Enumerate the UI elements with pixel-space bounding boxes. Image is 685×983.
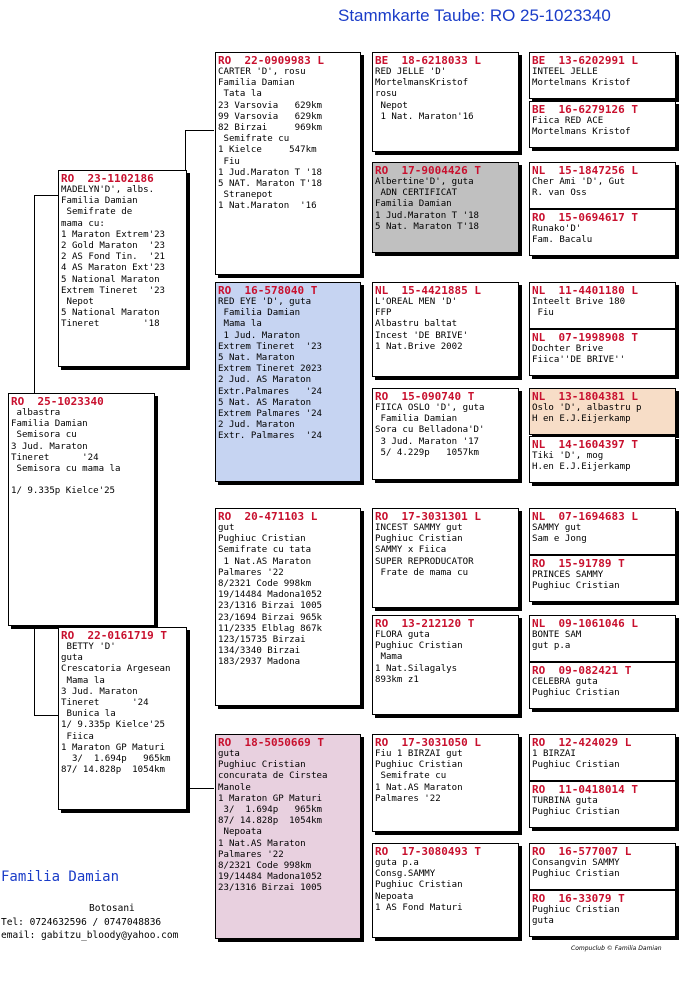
box-line: guta p.a xyxy=(375,858,419,868)
box-line: Incest 'DE BRIVE' xyxy=(375,330,469,341)
box-line: Nepot xyxy=(61,297,94,308)
pedigree-box-fmff xyxy=(529,282,676,329)
box-line: 1 Nat.AS Maraton xyxy=(218,838,306,849)
ring-number: RO 17-3080493 T xyxy=(375,845,481,858)
ring-number: RO 15-0694617 T xyxy=(532,211,638,224)
ring-number: RO 11-0418014 T xyxy=(532,783,638,796)
software-credit: Compuclub © Familia Damian xyxy=(571,945,662,952)
box-line: 99 Varsovia 629km xyxy=(218,111,323,122)
ring-number: NL 07-1998908 T xyxy=(532,331,638,344)
box-line: 1 Jud.Maraton T '18 xyxy=(375,210,480,221)
box-line: Pughiuc Cristian xyxy=(375,534,463,545)
connector-line xyxy=(34,195,58,196)
box-line: Tineret '24 xyxy=(61,698,149,709)
box-line: Albertine'D', guta xyxy=(375,177,474,187)
box-line: RED JELLE 'D' xyxy=(375,67,447,77)
box-line: 8/2321 Code 998km xyxy=(218,861,312,872)
box-line: Tineret '24 xyxy=(11,452,99,463)
box-line: 3 Jud. Maraton xyxy=(11,441,88,452)
box-line xyxy=(11,475,152,486)
ring-number: RO 17-3031301 L xyxy=(375,510,481,523)
box-line: guta xyxy=(218,749,240,759)
box-line: Semifrate de xyxy=(61,207,133,218)
box-line: Familia Damian xyxy=(218,308,301,319)
box-line: 2 Gold Maraton '23 xyxy=(61,241,166,252)
pedigree-box-mmmm xyxy=(529,890,676,937)
box-line: 23/1316 Birzai 1005 xyxy=(218,601,323,612)
box-line: Crescatoria Argesean xyxy=(61,664,171,675)
connector-line xyxy=(185,130,214,131)
ring-number: NL 13-1804381 L xyxy=(532,390,638,403)
box-line: 1 Kielce 547km xyxy=(218,145,317,156)
box-line: 1 Nat.AS Maraton xyxy=(375,782,463,793)
box-line: 3/ 1.694p 965km xyxy=(61,754,171,765)
ring-number: RO 16-33079 T xyxy=(532,892,625,905)
box-line: BETTY 'D' xyxy=(61,642,116,652)
pedigree-box-mmff xyxy=(529,734,676,781)
box-line: Pughiuc Cristian xyxy=(532,581,620,592)
pedigree-box-fmmf xyxy=(529,388,676,435)
box-line: CELEBRA guta xyxy=(532,677,598,687)
connector-line xyxy=(34,195,35,395)
box-line: 5 Nat. Maraton xyxy=(218,353,295,364)
pedigree-box-mother xyxy=(58,627,187,810)
box-line: Fam. Bacalu xyxy=(532,235,593,246)
pedigree-box-proband xyxy=(8,393,155,626)
pedigree-box-fmm xyxy=(372,388,519,480)
box-line: 82 Birzai 969km xyxy=(218,123,323,134)
ring-number: RO 12-424029 L xyxy=(532,736,632,749)
box-line: ADN CERTIFICAT xyxy=(375,188,458,199)
box-line: RED EYE 'D', guta xyxy=(218,297,312,307)
ring-number: NL 14-1604397 T xyxy=(532,438,638,451)
box-line: guta xyxy=(61,653,83,664)
box-line: Fiica''DE BRIVE'' xyxy=(532,355,626,366)
box-line: Mortelmans Kristof xyxy=(532,127,631,138)
ring-number: BE 13-6202991 L xyxy=(532,54,638,67)
box-line: Tata la xyxy=(218,89,262,100)
box-line: 1 AS Fond Maturi xyxy=(375,902,463,913)
box-line: Fiica xyxy=(61,731,94,742)
box-line: 3 Jud. Maraton xyxy=(61,686,138,697)
box-line: 1 BIRZAI xyxy=(532,749,576,759)
box-line: 3 Jud. Maraton '17 xyxy=(375,436,480,447)
box-line: Mama la xyxy=(61,675,105,686)
ring-number: NL 15-1847256 L xyxy=(532,164,638,177)
box-line: 23/1694 Birzai 965k xyxy=(218,612,323,623)
pedigree-box-ffm xyxy=(372,162,519,253)
box-line: BONTE SAM xyxy=(532,630,582,640)
pedigree-box-mfff xyxy=(529,508,676,555)
box-line: 1 Nat.Brive 2002 xyxy=(375,341,463,352)
box-line: 87/ 14.828p 1054km xyxy=(218,816,323,827)
pedigree-box-mmm xyxy=(372,843,519,938)
box-line: Mama xyxy=(375,652,403,663)
box-line: 4 AS Maraton Ext'23 xyxy=(61,263,166,274)
box-line: Semifrate cu xyxy=(375,771,447,782)
box-line: Tiki 'D', mog xyxy=(532,451,604,461)
box-line: Extr. Palmares '24 xyxy=(218,431,323,442)
pedigree-box-mmf xyxy=(372,734,519,832)
box-line: Familia Damian xyxy=(375,199,452,210)
box-line: Extr.Palmares '24 xyxy=(218,386,323,397)
box-line: H en E.J.Eijerkamp xyxy=(532,414,631,425)
box-line: 11/2335 Elblag 867k xyxy=(218,623,323,634)
pedigree-box-father xyxy=(58,170,187,367)
box-line: 8/2321 Code 998km xyxy=(218,579,312,590)
box-line: Pughiuc Cristian xyxy=(532,807,620,818)
box-line: Semisora cu xyxy=(11,430,77,441)
box-line: 5 Nat. Maraton T'18 xyxy=(375,221,480,232)
pedigree-box-mf xyxy=(215,508,361,706)
box-line: Runako'D' xyxy=(532,224,582,234)
pedigree-box-fmf xyxy=(372,282,519,377)
box-line: FFP xyxy=(375,308,392,319)
box-line: 87/ 14.828p 1054km xyxy=(61,765,166,776)
box-line: 1 Nat.AS Maraton xyxy=(218,556,312,567)
pedigree-box-mmmf xyxy=(529,843,676,890)
pedigree-box-mm xyxy=(215,734,361,939)
box-line: Extrem Tineret '23 xyxy=(218,341,323,352)
ring-number: RO 16-578040 T xyxy=(218,284,318,297)
box-line: Pughiuc Cristian xyxy=(375,760,463,771)
box-line: Pughiuc Cristian xyxy=(532,688,620,699)
pedigree-box-mff xyxy=(372,508,519,608)
box-line: 2 Jud. Maraton xyxy=(218,420,295,431)
box-line: Pughiuc Cristian xyxy=(218,534,306,545)
breeder-name: Familia Damian xyxy=(1,869,120,885)
ring-number: RO 23-1102186 xyxy=(61,172,154,185)
box-line: MADELYN'D', albs. xyxy=(61,185,155,195)
box-line: Consangvin SAMMY xyxy=(532,858,620,868)
pedigree-box-mmfm xyxy=(529,781,676,828)
pedigree-box-ffmf xyxy=(529,162,676,209)
box-line: 19/14484 Madona1052 xyxy=(218,590,323,601)
ring-number: RO 17-3031050 L xyxy=(375,736,481,749)
ring-number: BE 18-6218033 L xyxy=(375,54,481,67)
box-line: 23/1316 Birzai 1005 xyxy=(218,883,323,894)
pedigree-box-ff xyxy=(215,52,361,275)
pedigree-box-mfmm xyxy=(529,662,676,709)
box-line: Pughiuc Cristian xyxy=(532,760,620,771)
box-line: 1 Nat.Silagalys xyxy=(375,663,458,674)
box-line: Tineret '18 xyxy=(61,319,160,330)
ring-number: NL 11-4401180 L xyxy=(532,284,638,297)
box-line: Palmares '22 xyxy=(218,849,284,860)
box-line: Familia Damian xyxy=(61,196,138,207)
box-line: 1 Jud. Maraton xyxy=(218,330,301,341)
box-line: 1 Nat. Maraton'16 xyxy=(375,111,474,122)
box-line: 134/3340 Birzai xyxy=(218,646,301,657)
box-line: L'OREAL MEN 'D' xyxy=(375,297,458,307)
pedigree-box-mffm xyxy=(529,555,676,602)
ring-number: RO 15-91789 T xyxy=(532,557,625,570)
ring-number: RO 13-212120 T xyxy=(375,617,475,630)
box-line: SAMMY gut xyxy=(532,523,582,533)
box-line: Pughiuc Cristian xyxy=(532,869,620,880)
box-line: Familia Damian xyxy=(11,419,88,430)
box-line: Fiu xyxy=(218,156,240,167)
box-line: 2 AS Fond Tin. '21 xyxy=(61,252,166,263)
box-line: gut p.a xyxy=(532,641,571,652)
box-line: 5 Nat. AS Maraton xyxy=(218,397,312,408)
box-line: gut xyxy=(218,523,235,533)
pedigree-box-fmmm xyxy=(529,436,676,483)
box-line: 1 Maraton Extrem'23 xyxy=(61,229,166,240)
ring-number: RO 25-1023340 xyxy=(11,395,104,408)
box-line: Semifrate cu xyxy=(218,134,290,145)
connector-line xyxy=(185,788,214,789)
ring-number: NL 15-4421885 L xyxy=(375,284,481,297)
box-line: 893km z1 xyxy=(375,674,419,685)
box-line: 1/ 9.335p Kielce'25 xyxy=(61,720,166,731)
box-line: FLORA guta xyxy=(375,630,430,640)
ring-number: RO 09-082421 T xyxy=(532,664,632,677)
box-line: Familia Damian xyxy=(218,78,295,89)
box-line: Semifrate cu tata xyxy=(218,545,312,556)
ring-number: RO 16-577007 L xyxy=(532,845,632,858)
pedigree-box-ffmm xyxy=(529,209,676,256)
pedigree-box-fmfm xyxy=(529,329,676,376)
box-line: Pughiuc Cristian xyxy=(375,641,463,652)
pedigree-box-fffm xyxy=(529,101,676,148)
box-line: 5 National Maraton xyxy=(61,308,160,319)
pedigree-box-mfm xyxy=(372,615,519,715)
box-line: Consg.SAMMY xyxy=(375,869,436,880)
box-line: Fiu xyxy=(532,308,554,319)
ring-number: BE 16-6279126 T xyxy=(532,103,638,116)
box-line: SAMMY x Fiica xyxy=(375,545,447,556)
box-line: Manole xyxy=(218,782,251,793)
box-line: Mama la xyxy=(218,319,262,330)
box-line: Pughiuc Cristian xyxy=(375,880,463,891)
box-line: Oslo 'D', albastru p xyxy=(532,403,642,413)
box-line: Palmares '22 xyxy=(218,567,284,578)
box-line: 2 Jud. AS Maraton xyxy=(218,375,312,386)
box-line: Cher Ami 'D', Gut xyxy=(532,177,626,187)
box-line: 5 National Maraton xyxy=(61,274,160,285)
box-line: Albastru baltat xyxy=(375,319,458,330)
box-line: 5 NAT. Maraton T'18 xyxy=(218,179,323,190)
ring-number: RO 22-0909983 L xyxy=(218,54,324,67)
box-line: Fiica RED ACE xyxy=(532,116,604,126)
box-line: guta xyxy=(532,916,554,927)
box-line: INCEST SAMMY gut xyxy=(375,523,463,533)
box-line: Semisora cu mama la xyxy=(11,464,121,475)
box-line: Dochter Brive xyxy=(532,344,604,354)
box-line: Pughiuc Cristian xyxy=(218,760,306,771)
box-line: Pughiuc Cristian xyxy=(532,905,620,915)
ring-number: RO 22-0161719 T xyxy=(61,629,167,642)
pedigree-box-fm xyxy=(215,282,361,482)
box-line: MortelmansKristof xyxy=(375,78,469,89)
box-line: 23 Varsovia 629km xyxy=(218,100,323,111)
box-line: concurata de Cirstea xyxy=(218,771,328,782)
box-line: 1 Maraton GP Maturi xyxy=(61,742,166,753)
box-line: 5/ 4.229p 1057km xyxy=(375,447,480,458)
breeder-email: email: gabitzu_bloody@yahoo.com xyxy=(1,930,179,941)
box-line: Frate de mama cu xyxy=(375,567,469,578)
ring-number: RO 17-9004426 T xyxy=(375,164,481,177)
box-line: Nepoata xyxy=(218,827,262,838)
box-line: TURBINA guta xyxy=(532,796,598,806)
box-line: PRINCES SAMMY xyxy=(532,570,604,580)
pedigree-box-ffff xyxy=(529,52,676,99)
box-line: 19/14484 Madona1052 xyxy=(218,872,323,883)
ring-number: NL 07-1694683 L xyxy=(532,510,638,523)
box-line: 1 Nat.Maraton '16 xyxy=(218,201,317,212)
box-line: INTEEL JELLE xyxy=(532,67,598,77)
box-line: 183/2937 Madona xyxy=(218,657,301,668)
box-line: Sora cu Belladona'D' xyxy=(375,425,485,436)
box-line: albastra xyxy=(11,408,61,418)
box-line: Sam e Jong xyxy=(532,534,587,545)
box-line: 123/15735 Birzai xyxy=(218,635,306,646)
breeder-city: Botosani xyxy=(89,903,135,914)
box-line: 3/ 1.694p 965km xyxy=(218,805,323,816)
box-line: SUPER REPRODUCATOR xyxy=(375,556,474,567)
box-line: Extrem Tineret 2023 xyxy=(218,364,323,375)
box-line: CARTER 'D', rosu xyxy=(218,67,306,77)
box-line: Extrem Tineret '23 xyxy=(61,285,166,296)
box-line: Bunica la xyxy=(61,709,116,720)
pedigree-box-fff xyxy=(372,52,519,152)
pedigree-box-mfmf xyxy=(529,615,676,662)
ring-number: RO 18-5050669 T xyxy=(218,736,324,749)
box-line: Mortelmans Kristof xyxy=(532,78,631,89)
connector-line xyxy=(34,715,58,716)
box-line: Palmares '22 xyxy=(375,793,441,804)
ring-number: RO 20-471103 L xyxy=(218,510,318,523)
box-line: mama cu: xyxy=(61,218,105,229)
box-line: Nepoata xyxy=(375,891,414,902)
box-line: rosu xyxy=(375,89,397,100)
box-line: Fiu 1 BIRZAI gut xyxy=(375,749,463,759)
box-line: 1/ 9.335p Kielce'25 xyxy=(11,486,116,497)
box-line: 1 Maraton GP Maturi xyxy=(218,793,323,804)
box-line: Extrem Palmares '24 xyxy=(218,409,323,420)
ring-number: NL 09-1061046 L xyxy=(532,617,638,630)
box-line: Stranepot xyxy=(218,190,273,201)
ring-number: RO 15-090740 T xyxy=(375,390,475,403)
box-line: Inteelt Brive 180 xyxy=(532,297,626,307)
box-line: 1 Jud.Maraton T '18 xyxy=(218,167,323,178)
box-line: H.en E.J.Eijerkamp xyxy=(532,462,631,473)
page-title: Stammkarte Taube: RO 25-1023340 xyxy=(338,6,611,25)
box-line: FIICA OSLO 'D', guta xyxy=(375,403,485,413)
breeder-phone: Tel: 0724632596 / 0747048836 xyxy=(1,917,162,928)
box-line: R. van Oss xyxy=(532,188,587,199)
box-line: Nepot xyxy=(375,100,408,111)
box-line: Familia Damian xyxy=(375,414,458,425)
